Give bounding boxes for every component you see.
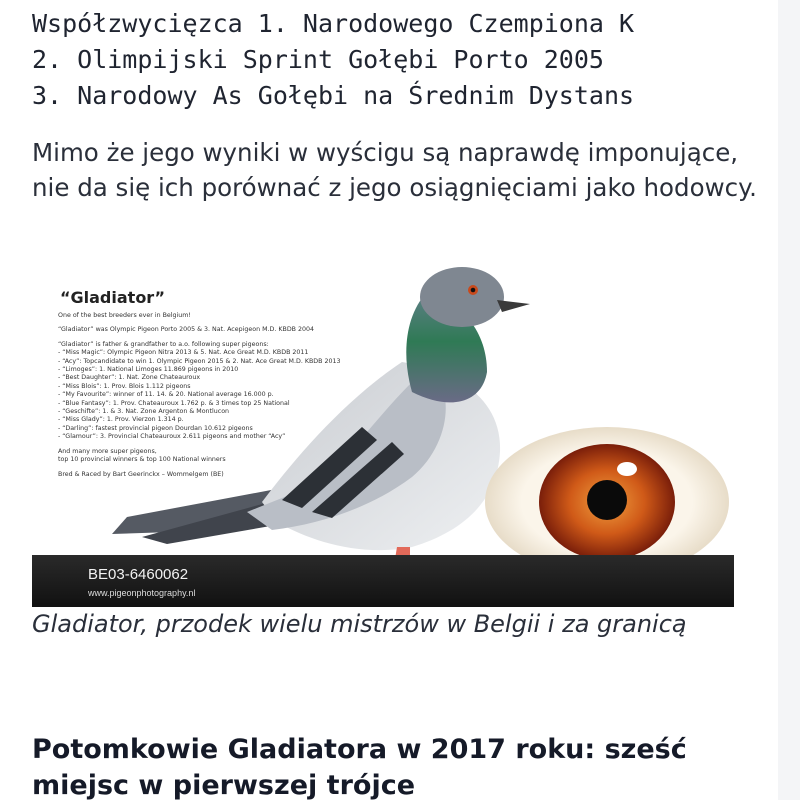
poster-line: - “Blue Fantasy”: 1. Prov. Chateauroux 1.762 p. & 3 times top 25 National bbox=[58, 399, 290, 407]
poster-line: - “Glamour”: 3. Provincial Chateauroux 2.611 pigeons and mother “Acy” bbox=[58, 433, 286, 441]
achievement-line: 2. Olimpijski Sprint Gołębi Porto 2005 bbox=[32, 45, 604, 74]
poster-line: - “Miss Magic”: Olympic Pigeon Nitra 2013 & 5. Nat. Ace Great M.D. KBDB 2011 bbox=[58, 349, 309, 357]
poster-line: - “Best Daughter”: 1. Nat. Zone Chateauroux bbox=[58, 374, 201, 382]
achievement-line: Współzwycięzca 1. Narodowego Czempiona K bbox=[32, 9, 635, 38]
poster-line: - “Limoges”: 1. National Limoges 11.869 pigeons in 2010 bbox=[58, 366, 239, 374]
photographer-website: www.pigeonphotography.nl bbox=[88, 588, 196, 598]
section-heading: Potomkowie Gladiatora w 2017 roku: sześć miejsc w pierwszej trójce bbox=[32, 734, 687, 801]
achievement-list bbox=[32, 6, 800, 114]
scrollbar-track[interactable] bbox=[778, 0, 800, 800]
image-caption: Gladiator, przodek wielu mistrzów w Belgii i za granicą bbox=[32, 610, 687, 638]
poster-line: - “Geschifte”: 1. & 3. Nat. Zone Argenton & Montlucon bbox=[58, 408, 230, 416]
poster-title: “Gladiator” bbox=[60, 288, 166, 307]
poster-line: - “Darling”: fastest provincial pigeon Dourdan 10.612 pigeons bbox=[58, 424, 253, 432]
poster-text bbox=[58, 312, 428, 479]
achievement-line: 3. Narodowy As Gołębi na Średnim Dystans bbox=[32, 81, 635, 110]
poster-line: And many more super pigeons, bbox=[58, 447, 157, 455]
poster-line: - “Miss Glady”: 1. Prov. Vierzon 1.314 p. bbox=[58, 416, 184, 424]
poster-line: top 10 provincial winners & top 100 National winners bbox=[58, 456, 226, 464]
poster-line: - “Acy”: Topcandidate to win 1. Olympic Pigeon 2015 & 2. Nat. Ace Great M.D. KBDB 2013 bbox=[58, 357, 341, 365]
poster-line: - “My Favourite”: winner of 11. 14. & 20. National average 16.000 p. bbox=[58, 391, 274, 399]
ring-number: BE03-6460062 bbox=[88, 566, 189, 583]
poster-line: “Gladiator” is father & grandfather to a.o. following super pigeons: bbox=[58, 340, 269, 348]
poster-line: Bred & Raced by Bart Geerinckx – Wommelgem (BE) bbox=[58, 470, 224, 478]
gladiator-photo bbox=[32, 262, 734, 607]
intro-paragraph: Mimo że jego wyniki w wyścigu są naprawdę imponujące, nie da się ich porównać z jego osiągnięciami jako hodowcy. bbox=[32, 138, 757, 202]
poster-line: - “Miss Blois”: 1. Prov. Blois 1.112 pigeons bbox=[58, 382, 191, 390]
poster-line: One of the best breeders ever in Belgium! bbox=[58, 312, 191, 319]
poster-line: “Gladiator” was Olympic Pigeon Porto 2005 & 3. Nat. Acepigeon M.D. KBDB 2004 bbox=[58, 326, 315, 334]
